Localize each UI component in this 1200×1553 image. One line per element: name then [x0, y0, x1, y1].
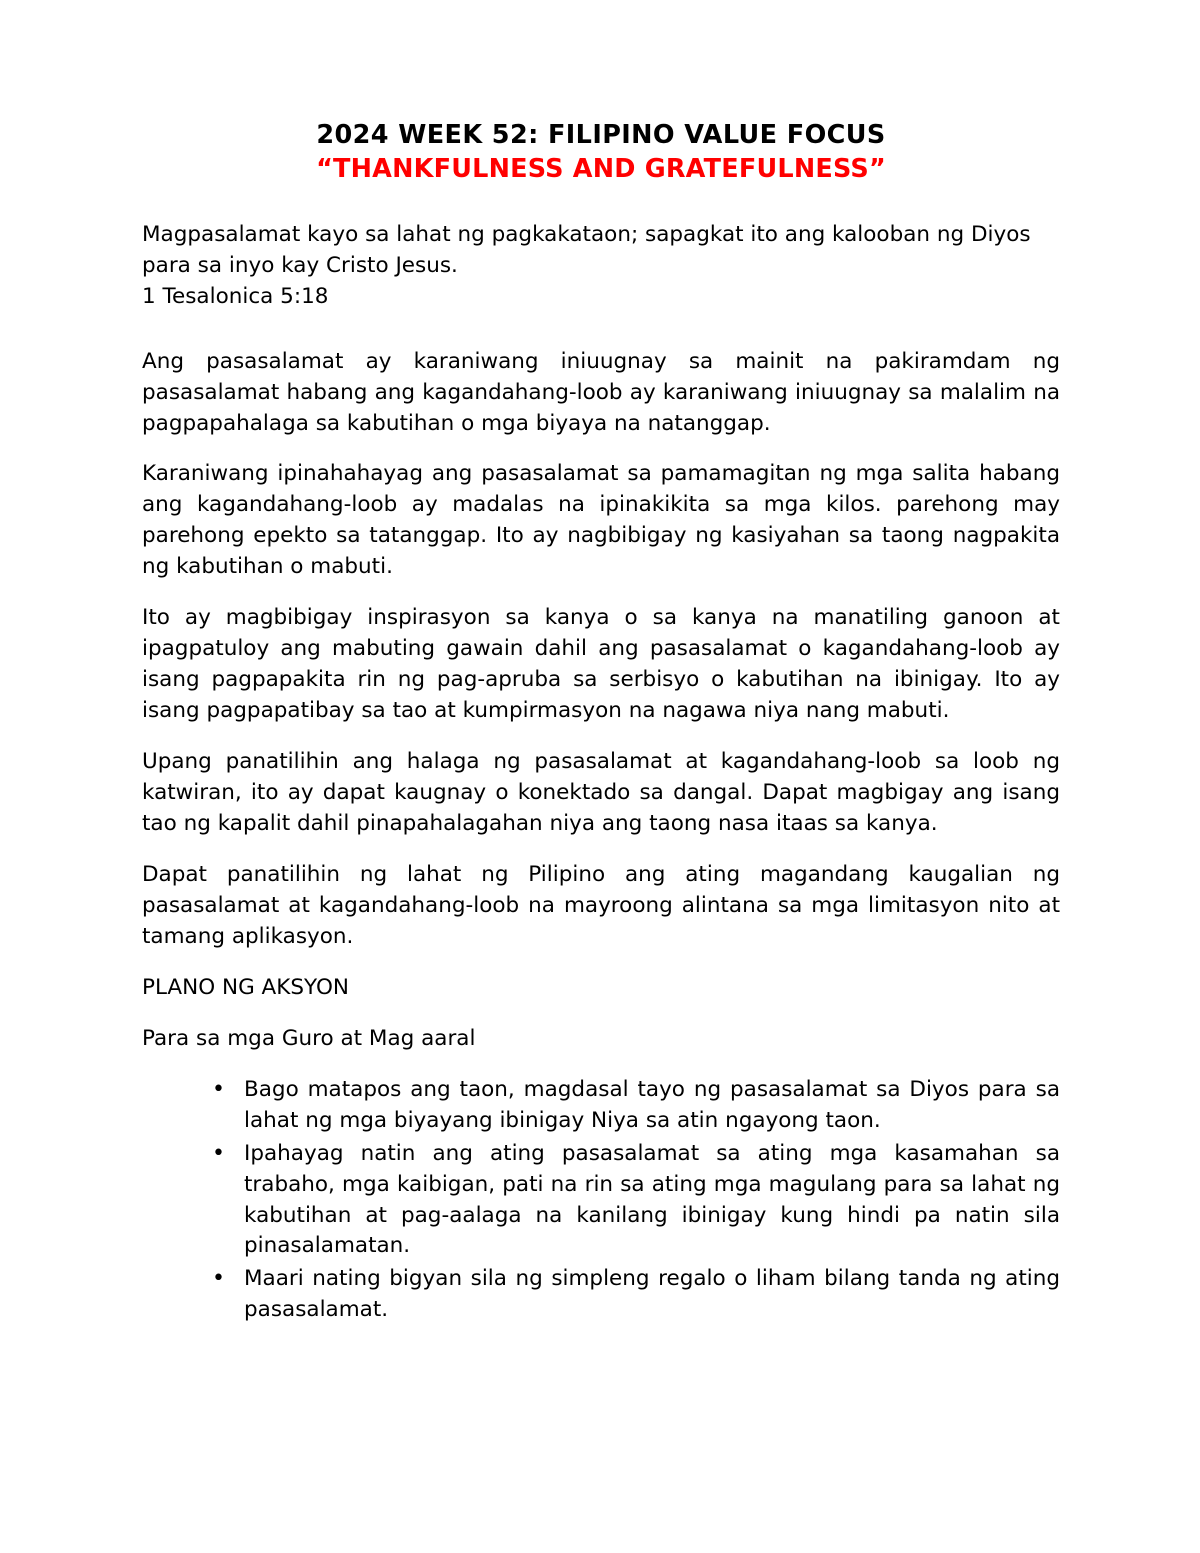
paragraph-5: Dapat panatilihin ng lahat ng Pilipino ang ating magandang kaugalian ng pasasalamat at kagandahang-loob na mayroong alintana sa mga limitasyon nito at tamang aplikasyon.	[142, 861, 1060, 949]
list-item: • Bago matapos ang taon, magdasal tayo ng pasasalamat sa Diyos para sa lahat ng mga biyayang ibinigay Niya sa atin ngayong taon.	[212, 1075, 1060, 1137]
paragraph-3: Ito ay magbibigay inspirasyon sa kanya o sa kanya na manatiling ganoon at ipagpatuloy ang mabuting gawain dahil ang pasasalamat o kagandahang-loob ay isang pagpapakita rin ng pag-apruba sa serbisyo o kabutihan na ibinigay. Ito ay isang pagpapatibay sa tao at kumpirmasyon na nagawa niya nang mabuti.	[142, 605, 1060, 724]
paragraph-1: Ang pasasalamat ay karaniwang iniuugnay sa mainit na pakiramdam ng pasasalamat habang ang kagandahang-loob ay karaniwang iniuugnay sa malalim na pagpapahalaga sa kabutihan o mga biyaya na natanggap.	[142, 348, 1060, 436]
list-item: • Ipahayag natin ang ating pasasalamat sa ating mga kasamahan sa trabaho, mga kaibigan, pati na rin sa ating mga magulang para sa lahat ng kabutihan at pag-aalaga na kanilang ibinigay kung hindi pa natin sila pinasalamatan.	[212, 1139, 1060, 1263]
paragraph-2: Karaniwang ipinahahayag ang pasasalamat sa pamamagitan ng mga salita habang ang kagandahang-loob ay madalas na ipinakikita sa mga kilos. parehong may parehong epekto sa tatanggap. Ito ay nagbibigay ng kasiyahan sa taong nagpakita ng kabutihan o mabuti.	[142, 461, 1060, 580]
action-plan-list	[142, 1075, 1060, 1327]
page-title: 2024 WEEK 52: FILIPINO VALUE FOCUS	[316, 120, 886, 150]
scripture-verse: Magpasalamat kayo sa lahat ng pagkakataon; sapagkat ito ang kalooban ng Diyos para sa inyo kay Cristo Jesus.	[142, 221, 1031, 278]
page-subtitle: “THANKFULNESS AND GRATEFULNESS”	[316, 153, 886, 184]
action-plan-heading: PLANO NG AKSYON	[142, 974, 349, 1000]
action-plan-audience: Para sa mga Guro at Mag aaral	[142, 1025, 476, 1051]
scripture-reference: 1 Tesalonica 5:18	[142, 283, 329, 309]
paragraph-4: Upang panatilihin ang halaga ng pasasalamat at kagandahang-loob sa loob ng katwiran, ito ay dapat kaugnay o konektado sa dangal. Dapat magbigay ang isang tao ng kapalit dahil pinapahalagahan niya ang taong nasa itaas sa kanya.	[142, 749, 1060, 836]
list-item: • Maari nating bigyan sila ng simpleng regalo o liham bilang tanda ng ating pasasalamat.	[212, 1264, 1060, 1326]
